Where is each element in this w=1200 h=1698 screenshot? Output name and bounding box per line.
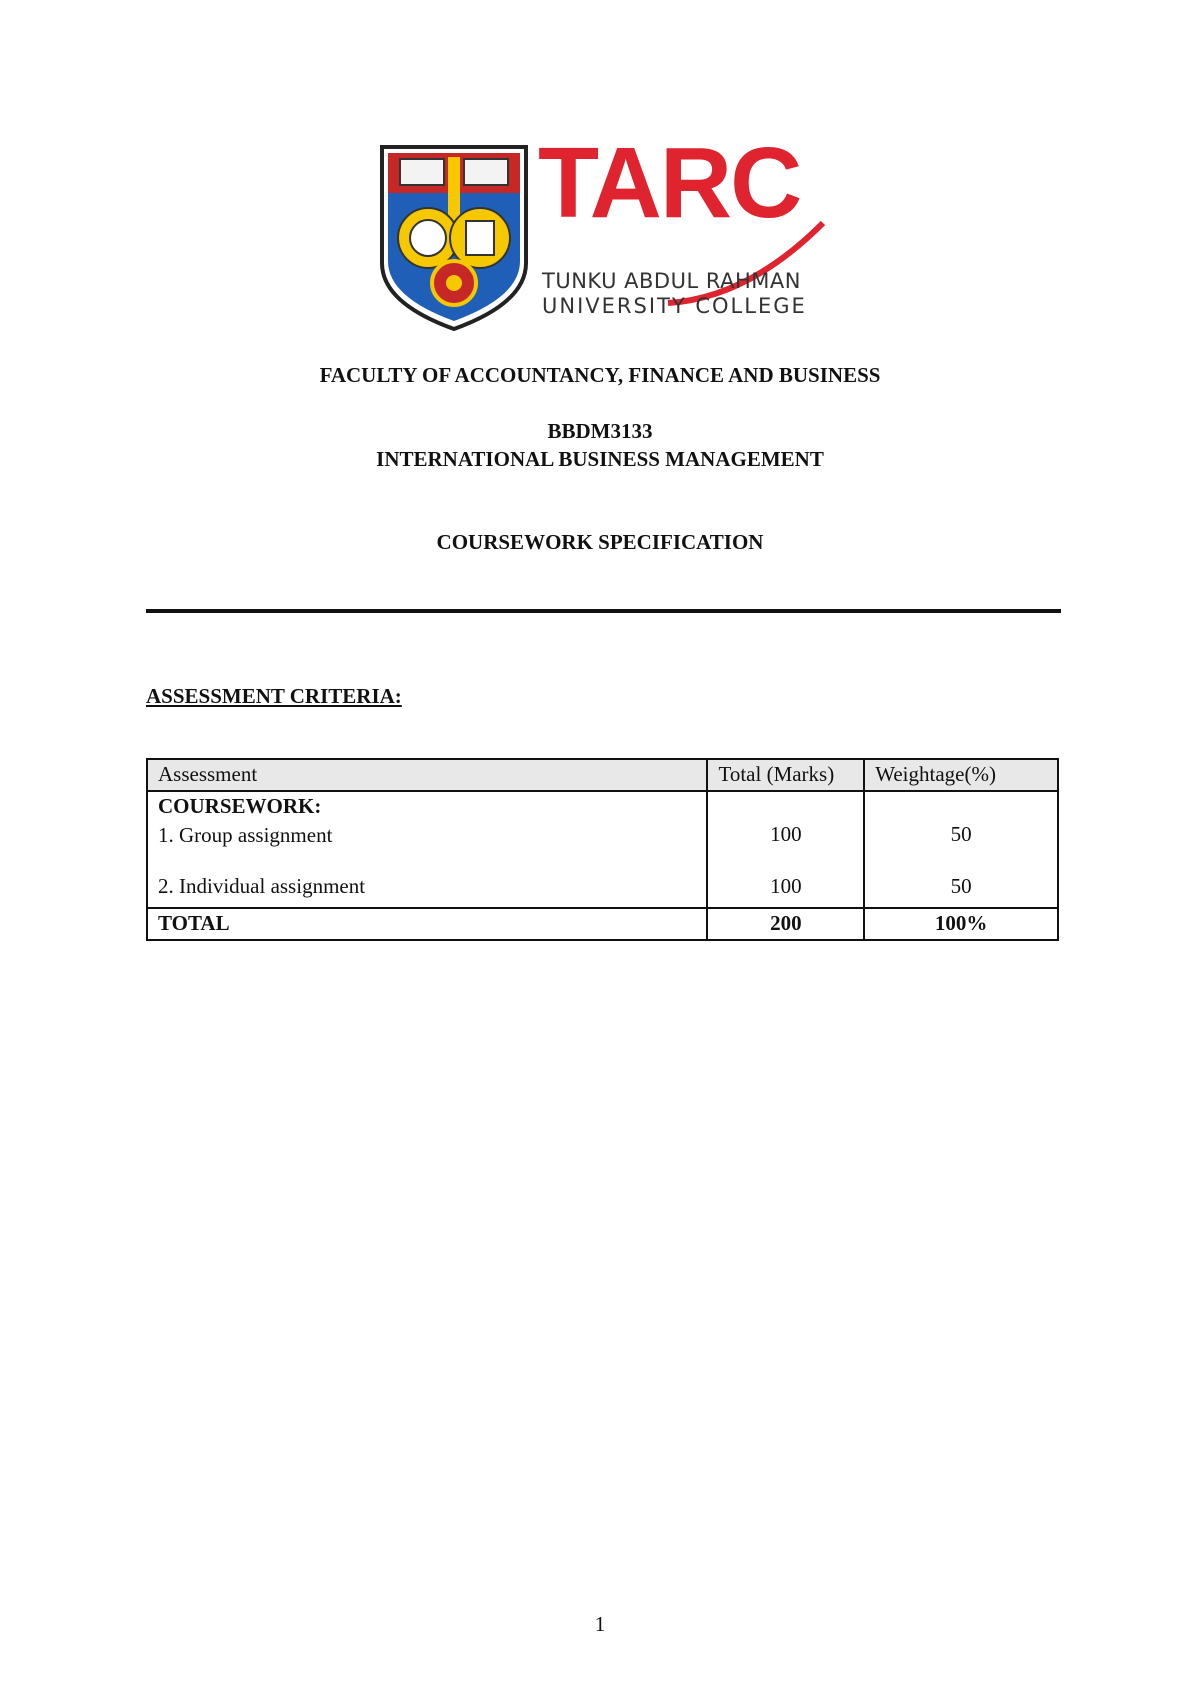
item-weight: 50 — [950, 822, 972, 846]
course-name: INTERNATIONAL BUSINESS MANAGEMENT — [376, 447, 824, 471]
institution-name-line2: UNIVERSITY COLLEGE — [542, 294, 807, 318]
document-type: COURSEWORK SPECIFICATION — [436, 530, 764, 554]
tarc-logo — [378, 127, 828, 333]
weightage-cell — [864, 791, 1058, 908]
assessment-heading: ASSESSMENT CRITERIA: — [146, 684, 402, 708]
coursework-label: COURSEWORK: — [158, 794, 322, 818]
horizontal-divider — [146, 609, 1061, 613]
page-number: 1 — [594, 1612, 606, 1636]
university-crest-icon — [378, 143, 530, 333]
assessment-table — [146, 758, 1059, 941]
total-marks: 200 — [707, 908, 864, 940]
total-label: TOTAL — [147, 908, 707, 940]
column-header-marks: Total (Marks) — [707, 759, 864, 791]
institution-name-line1: TUNKU ABDUL RAHMAN — [542, 269, 801, 293]
tarc-wordmark — [538, 127, 828, 333]
coursework-cell — [147, 791, 707, 908]
item-marks: 100 — [770, 874, 802, 898]
column-header-assessment: Assessment — [147, 759, 707, 791]
brand-name: TARC — [538, 127, 801, 239]
item-weight: 50 — [950, 874, 972, 898]
column-header-weightage: Weightage(%) — [864, 759, 1058, 791]
item-name: 2. Individual assignment — [158, 874, 366, 898]
total-weight: 100% — [864, 908, 1058, 940]
item-name: 1. Group assignment — [158, 823, 333, 847]
marks-cell — [707, 791, 864, 908]
faculty-name: FACULTY OF ACCOUNTANCY, FINANCE AND BUSINESS — [319, 363, 881, 387]
item-marks: 100 — [770, 822, 802, 846]
course-code: BBDM3133 — [547, 419, 653, 443]
table-row — [147, 791, 1058, 908]
total-row — [147, 908, 1058, 940]
table-header-row — [147, 759, 1058, 791]
